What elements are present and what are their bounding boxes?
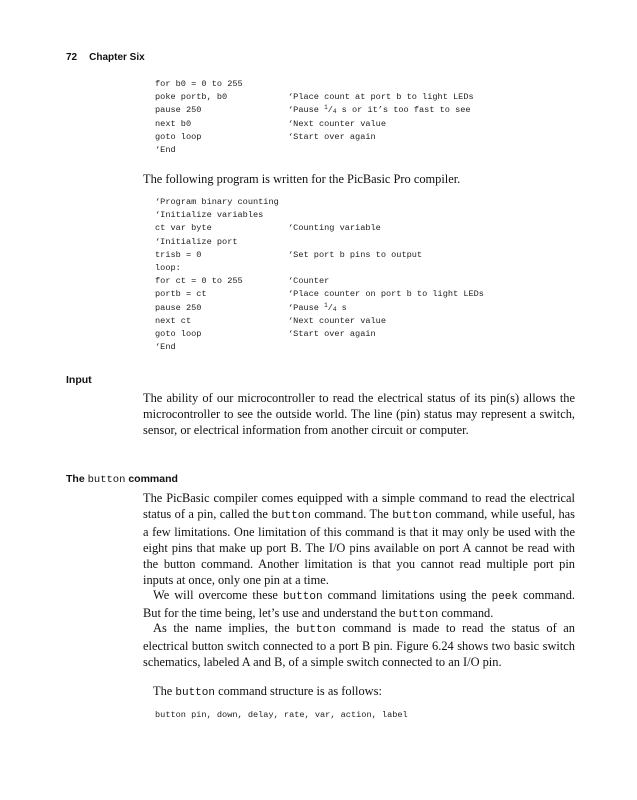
- button-paragraph-4: The button command structure is as follows:: [153, 684, 382, 699]
- input-paragraph: The ability of our microcontroller to read the electrical status of its pin(s) allows the microcontroller to see the outside world. The line (pin) status may represent a switch, sensor, or electrical information from another circuit or computer.: [143, 391, 575, 437]
- section-heading-button: The button command: [66, 473, 178, 486]
- intro-pro-text: The following program is written for the PicBasic Pro compiler.: [143, 172, 461, 186]
- section-heading-input: Input: [66, 374, 92, 386]
- button-paragraph-3: As the name implies, the button command is made to read the status of an electrical button switch connected to a port B pin. Figure 6.24 shows two basic switch schematics, labeled A and B, of a simple switch connected to an I/O pin.: [143, 621, 575, 669]
- button-paragraph-2: We will overcome these button command limitations using the peek command. But for the time being, let’s use and understand the button command.: [143, 588, 575, 621]
- chapter-title: Chapter Six: [89, 52, 145, 63]
- button-paragraph-1: The PicBasic compiler comes equipped with a simple command to read the electrical status of a pin, called the button command. The button command, while useful, has a few limitations. One limitation of this command is that it may only be used with the eight pins that make up port B. The I/O pins available on port A cannot be read with the button command. Another limitation is that you cannot read multiple port pin inputs at once, only one pin at a time.: [143, 491, 575, 587]
- page-number: 72: [66, 52, 78, 63]
- running-header: [66, 52, 145, 63]
